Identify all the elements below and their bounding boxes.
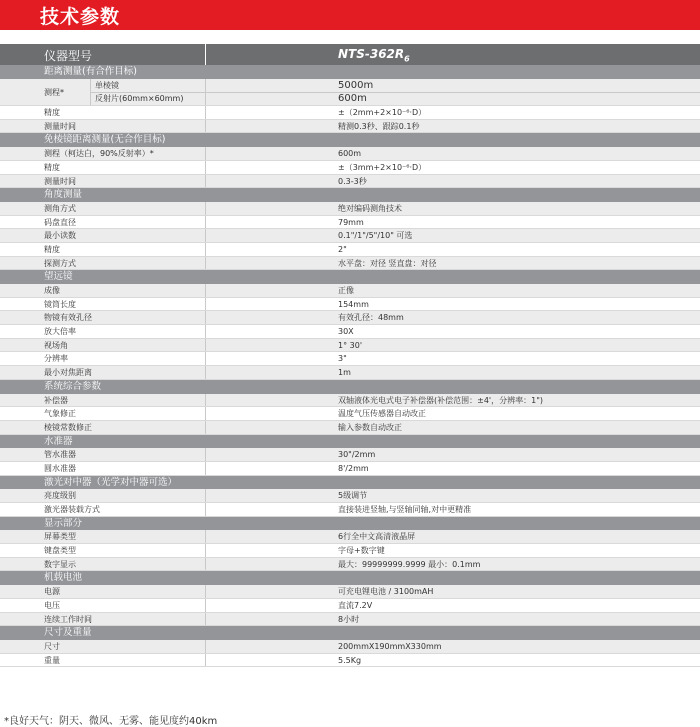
spec-value: ±（3mm+2×10⁻⁶·D）	[338, 162, 427, 172]
spec-row	[0, 339, 700, 353]
spec-label: 管水准器	[44, 450, 76, 460]
spec-label: 棱镜常数修正	[44, 422, 92, 432]
spec-row	[0, 106, 700, 120]
spec-label: 码盘直径	[44, 217, 76, 227]
spec-value: 输入参数自动改正	[338, 422, 402, 432]
spec-label: 重量	[44, 655, 60, 665]
column-divider	[205, 640, 206, 654]
spec-label: 物镜有效孔径	[44, 313, 92, 323]
spec-label: 激光器装载方式	[44, 505, 100, 515]
column-divider	[205, 654, 206, 668]
section-header: 激光对中器（光学对中器可选）	[0, 476, 700, 490]
model-name-text: NTS-362R	[338, 47, 405, 61]
column-divider	[205, 339, 206, 353]
spec-value: 5000m	[338, 79, 374, 91]
column-divider	[205, 147, 206, 161]
column-divider	[205, 161, 206, 175]
spec-value: 30X	[338, 327, 354, 337]
spec-value: 1° 30'	[338, 340, 363, 350]
spec-label: 探测方式	[44, 258, 76, 268]
row-divider	[0, 132, 700, 133]
section-header: 角度测量	[0, 188, 700, 202]
spec-value: 直接装进竖轴,与竖轴同轴,对中更精准	[338, 505, 472, 515]
row-divider	[0, 269, 700, 270]
spec-value: 绝对编码测角技术	[338, 203, 402, 213]
spec-value: 水平盘：对径 竖直盘：对径	[338, 258, 437, 268]
section-header: 机载电池	[0, 571, 700, 585]
row-divider	[0, 570, 700, 571]
column-divider	[205, 120, 206, 134]
spec-value: 0.3-3秒	[338, 176, 367, 186]
header-label: 仪器型号	[44, 49, 93, 63]
spec-label: 数字显示	[44, 559, 76, 569]
spec-label: 电压	[44, 600, 60, 610]
spec-label: 最小读数	[44, 231, 76, 241]
spec-value: 有效孔径：48mm	[338, 313, 404, 323]
spec-row	[0, 325, 700, 339]
spec-label: 精度	[44, 162, 60, 172]
spec-row	[0, 530, 700, 544]
spec-row	[0, 161, 700, 175]
column-divider	[205, 175, 206, 189]
spec-value: 正像	[338, 286, 354, 296]
spec-row	[0, 298, 700, 312]
column-divider	[205, 325, 206, 339]
spec-row	[0, 366, 700, 380]
row-divider	[0, 666, 700, 667]
column-divider	[205, 613, 206, 627]
column-divider	[205, 421, 206, 435]
spec-value: 6行全中文高清液晶屏	[338, 532, 416, 542]
spec-row	[0, 654, 700, 668]
column-divider	[205, 558, 206, 572]
section-header: 免棱镜距离测量(无合作目标)	[0, 133, 700, 147]
spec-row	[0, 489, 700, 503]
spec-row	[0, 120, 700, 134]
spec-row	[0, 613, 700, 627]
column-divider	[205, 257, 206, 271]
spec-label: 电源	[44, 587, 60, 597]
spec-row	[0, 558, 700, 572]
section-header: 望远镜	[0, 270, 700, 284]
spec-table	[0, 65, 700, 667]
header-divider	[205, 44, 206, 65]
spec-label: 测量时间	[44, 176, 76, 186]
spec-label: 连续工作时间	[44, 614, 92, 624]
spec-label: 圆水准器	[44, 463, 76, 473]
column-divider	[205, 311, 206, 325]
spec-value: 双轴液体光电式电子补偿器(补偿范围：±4'，分辨率：1")	[338, 395, 544, 405]
spec-row	[0, 394, 700, 408]
spec-label: 测量时间	[44, 121, 76, 131]
spec-value: 8'/2mm	[338, 463, 369, 473]
column-divider	[205, 366, 206, 380]
spec-row	[0, 503, 700, 517]
page-title: 技术参数	[40, 6, 121, 28]
spec-row	[0, 216, 700, 230]
spec-row	[0, 311, 700, 325]
spec-label: 分辨率	[44, 354, 68, 364]
section-header: 尺寸及重量	[0, 626, 700, 640]
row-divider	[0, 434, 700, 435]
spec-label: 补偿器	[44, 395, 68, 405]
column-divider	[205, 503, 206, 517]
column-divider	[205, 229, 206, 243]
spec-row	[0, 407, 700, 421]
row-divider	[0, 625, 700, 626]
spec-value: 字母+数字键	[338, 546, 385, 556]
spec-value: 精测0.3秒、跟踪0.1秒	[338, 121, 420, 131]
column-divider	[205, 284, 206, 298]
spec-label: 尺寸	[44, 641, 60, 651]
spec-label: 气象修正	[44, 409, 76, 419]
spec-row	[0, 175, 700, 189]
column-divider	[205, 530, 206, 544]
spec-row	[0, 257, 700, 271]
spec-row	[0, 585, 700, 599]
spec-label: 测程*	[44, 87, 64, 97]
spec-value: 2"	[338, 244, 347, 254]
spec-row	[0, 599, 700, 613]
spec-value: 可充电锂电池 / 3100mAH	[338, 587, 434, 597]
spec-row	[0, 421, 700, 435]
spec-row	[0, 229, 700, 243]
spec-label: 精度	[44, 108, 60, 118]
section-header: 系统综合参数	[0, 380, 700, 394]
spec-row	[0, 448, 700, 462]
spec-row	[0, 640, 700, 654]
spec-value: 79mm	[338, 217, 364, 227]
spec-label: 屏幕类型	[44, 532, 76, 542]
spec-row	[0, 544, 700, 558]
spec-label: 最小对焦距离	[44, 368, 92, 378]
spec-row	[0, 462, 700, 476]
spec-value: 最大：99999999.9999 最小：0.1mm	[338, 559, 481, 569]
spec-row	[0, 243, 700, 257]
spec-label: 视场角	[44, 340, 68, 350]
spec-value: 直流7.2V	[338, 600, 373, 610]
column-divider	[205, 394, 206, 408]
spec-label: 亮度级别	[44, 491, 76, 501]
spec-value: 600m	[338, 93, 367, 105]
column-divider	[205, 202, 206, 216]
column-divider	[205, 544, 206, 558]
spec-label: 放大倍率	[44, 327, 76, 337]
spec-label: 测程（柯达白，90%反射率）*	[44, 149, 154, 159]
spec-label: 键盘类型	[44, 546, 76, 556]
column-divider	[205, 243, 206, 257]
column-divider	[205, 462, 206, 476]
spec-value: 1m	[338, 368, 351, 378]
spec-row	[0, 79, 700, 106]
spec-value: 600m	[338, 149, 362, 159]
spec-label: 测角方式	[44, 203, 76, 213]
spec-value: ±（2mm+2×10⁻⁶·D）	[338, 108, 427, 118]
spec-label: 精度	[44, 244, 60, 254]
spec-value: 8小时	[338, 614, 360, 624]
table-header	[0, 44, 700, 65]
model-name	[338, 47, 410, 63]
spec-sublabel: 反射片(60mm×60mm)	[95, 94, 184, 104]
section-header: 距离测量(有合作目标)	[0, 65, 700, 79]
row-divider	[0, 475, 700, 476]
column-divider	[205, 585, 206, 599]
column-divider	[205, 106, 206, 120]
column-divider	[205, 599, 206, 613]
spec-row	[0, 202, 700, 216]
spec-row	[0, 352, 700, 366]
model-subscript: 6	[404, 54, 410, 64]
spec-value: 5.5Kg	[338, 655, 362, 665]
spec-value: 温度气压传感器自动改正	[338, 409, 426, 419]
footnote: *良好天气：阴天、微风、无雾、能见度约40km	[4, 716, 218, 727]
spec-sublabel: 单棱镜	[95, 80, 119, 90]
row-divider	[0, 379, 700, 380]
spec-value: 3"	[338, 354, 347, 364]
row-divider	[0, 516, 700, 517]
column-divider	[205, 352, 206, 366]
spec-value: 5级调节	[338, 491, 368, 501]
spec-label: 成像	[44, 286, 60, 296]
spec-value: 30"/2mm	[338, 450, 376, 460]
row-divider	[0, 187, 700, 188]
column-divider	[205, 298, 206, 312]
spec-row	[0, 284, 700, 298]
spec-value: 154mm	[338, 299, 369, 309]
spec-row	[0, 147, 700, 161]
spec-value: 0.1"/1"/5"/10" 可选	[338, 231, 413, 241]
column-divider	[205, 489, 206, 503]
column-divider	[205, 407, 206, 421]
column-divider	[205, 216, 206, 230]
column-divider	[205, 448, 206, 462]
spec-value: 200mmX190mmX330mm	[338, 641, 442, 651]
spec-label: 镜筒长度	[44, 299, 76, 309]
title-banner	[0, 0, 700, 30]
section-header: 水准器	[0, 435, 700, 449]
section-header: 显示部分	[0, 517, 700, 531]
